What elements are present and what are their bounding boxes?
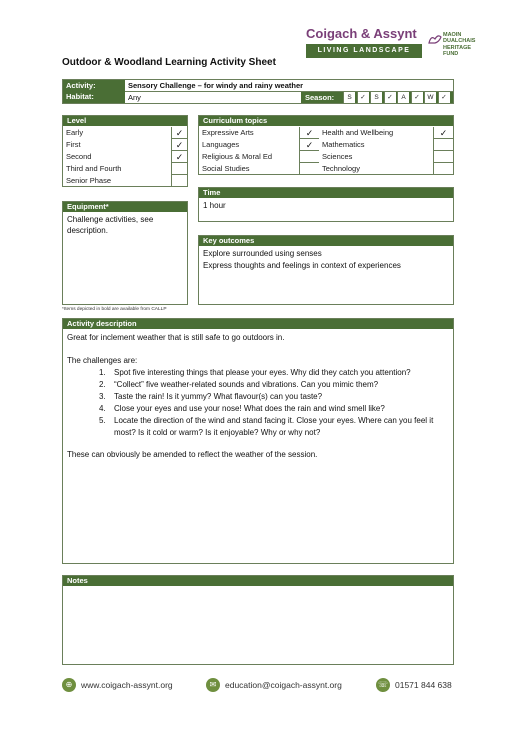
outcomes-heading: Key outcomes	[199, 236, 453, 246]
curriculum-label: Sciences	[322, 152, 353, 161]
season-label: Season:	[305, 93, 335, 102]
challenge-number: 5.	[99, 416, 106, 425]
season-cell: A	[397, 92, 409, 103]
brand-name: Coigach & Assynt	[306, 26, 417, 41]
activity-label: Activity:	[66, 81, 96, 90]
phone-icon: ☏	[376, 678, 390, 692]
time-value: 1 hour	[203, 201, 226, 210]
curriculum-label: Religious & Moral Ed	[202, 152, 273, 161]
time-section	[198, 187, 454, 222]
globe-icon: ⊕	[62, 678, 76, 692]
level-section	[62, 115, 188, 187]
season-cell: S	[370, 92, 382, 103]
outcome-line: Express thoughts and feelings in context of experiences	[203, 261, 401, 270]
curriculum-checkbox[interactable]	[433, 139, 453, 151]
footnote: *Items depicted in bold are available from CALLP	[62, 307, 167, 312]
funder-line: HERITAGE	[443, 44, 472, 51]
page-title: Outdoor & Woodland Learning Activity Sheet	[62, 57, 276, 68]
curriculum-heading: Curriculum topics	[199, 116, 453, 126]
season-cell: S	[343, 92, 355, 103]
season-cell: ✓	[357, 92, 369, 103]
brand-logo	[306, 26, 424, 70]
curriculum-checkbox[interactable]	[299, 163, 319, 175]
footer-email[interactable]	[206, 676, 342, 694]
description-intro: Great for inclement weather that is still safe to go outdoors in.	[67, 333, 285, 342]
curriculum-checkbox[interactable]: ✓	[299, 139, 319, 151]
challenge-text: Taste the rain! Is it yummy? What flavour(s) can you taste?	[114, 392, 323, 401]
challenge-number: 1.	[99, 368, 106, 377]
season-strip	[301, 92, 453, 103]
footer-phone[interactable]	[376, 676, 452, 694]
level-checkbox[interactable]	[171, 163, 187, 175]
level-label: Early	[66, 128, 84, 137]
challenge-text: “Collect” five weather-related sounds and vibrations. Can you mimic them?	[114, 380, 379, 389]
level-label: First	[66, 140, 81, 149]
challenge-number: 4.	[99, 404, 106, 413]
activity-value: Sensory Challenge – for windy and rainy weather	[128, 81, 304, 90]
time-heading: Time	[199, 188, 453, 198]
description-heading: Activity description	[63, 319, 453, 329]
curriculum-section	[198, 115, 454, 175]
funder-logo	[428, 30, 480, 66]
funder-line: MAOIN	[443, 32, 462, 38]
heritage-fund-icon	[428, 32, 442, 44]
curriculum-label: Health and Wellbeing	[322, 128, 394, 137]
challenge-number: 3.	[99, 392, 106, 401]
challenge-text: Spot five interesting things that please your eyes. Why did they catch you attention?	[114, 368, 411, 377]
curriculum-label: Technology	[322, 164, 360, 173]
email-icon: ✉	[206, 678, 220, 692]
funder-line: FUND	[443, 50, 459, 57]
habitat-label: Habitat:	[66, 92, 94, 101]
level-checkbox[interactable]: ✓	[171, 127, 187, 139]
challenge-item	[99, 403, 449, 414]
curriculum-checkbox[interactable]: ✓	[299, 127, 319, 139]
equipment-section	[62, 201, 188, 305]
curriculum-checkbox[interactable]	[433, 151, 453, 163]
level-checkbox[interactable]: ✓	[171, 139, 187, 151]
level-checkbox[interactable]: ✓	[171, 151, 187, 163]
challenge-text: Locate the direction of the wind and stand facing it. Close your eyes. Where can you feel it most? Is it cold or warm? Is it enjoyable? Why or why not?	[114, 416, 434, 437]
challenge-item	[99, 367, 449, 378]
curriculum-checkbox[interactable]	[433, 163, 453, 175]
level-label: Third and Fourth	[66, 164, 122, 173]
brand-tag: LIVING LANDSCAPE	[306, 44, 422, 58]
level-checkbox[interactable]	[171, 175, 187, 187]
challenge-text: Close your eyes and use your nose! What does the rain and wind smell like?	[114, 404, 385, 413]
season-cells	[343, 92, 453, 103]
curriculum-label: Mathematics	[322, 140, 365, 149]
website-text[interactable]: www.coigach-assynt.org	[81, 680, 173, 690]
description-section	[62, 318, 454, 564]
equipment-value: Challenge activities, see description.	[67, 215, 154, 235]
season-cell: ✓	[384, 92, 396, 103]
habitat-value: Any	[128, 93, 141, 102]
season-cell: W	[424, 92, 436, 103]
curriculum-label: Expressive Arts	[202, 128, 254, 137]
curriculum-label: Languages	[202, 140, 240, 149]
season-cell: ✓	[438, 92, 450, 103]
curriculum-label: Social Studies	[202, 164, 250, 173]
outcomes-section	[198, 235, 454, 305]
email-text[interactable]: education@coigach-assynt.org	[225, 680, 342, 690]
challenge-item	[99, 379, 449, 390]
phone-text[interactable]: 01571 844 638	[395, 680, 452, 690]
curriculum-checkbox[interactable]	[299, 151, 319, 163]
footer-website[interactable]	[62, 676, 173, 694]
equipment-heading: Equipment*	[63, 202, 187, 212]
challenge-item	[99, 391, 449, 402]
level-label: Second	[66, 152, 92, 161]
level-label: Senior Phase	[66, 176, 112, 185]
season-cell: ✓	[411, 92, 423, 103]
challenges-lead: The challenges are:	[67, 356, 138, 365]
description-closing: These can obviously be amended to reflect the weather of the session.	[67, 450, 318, 459]
notes-heading: Notes	[63, 576, 453, 586]
challenge-number: 2.	[99, 380, 106, 389]
funder-line: DUALCHAIS	[443, 38, 476, 45]
curriculum-checkbox[interactable]: ✓	[433, 127, 453, 139]
level-heading: Level	[63, 116, 187, 126]
outcome-line: Explore surrounded using senses	[203, 249, 322, 258]
activity-table	[62, 79, 454, 104]
challenge-item	[99, 415, 449, 439]
notes-section	[62, 575, 454, 665]
